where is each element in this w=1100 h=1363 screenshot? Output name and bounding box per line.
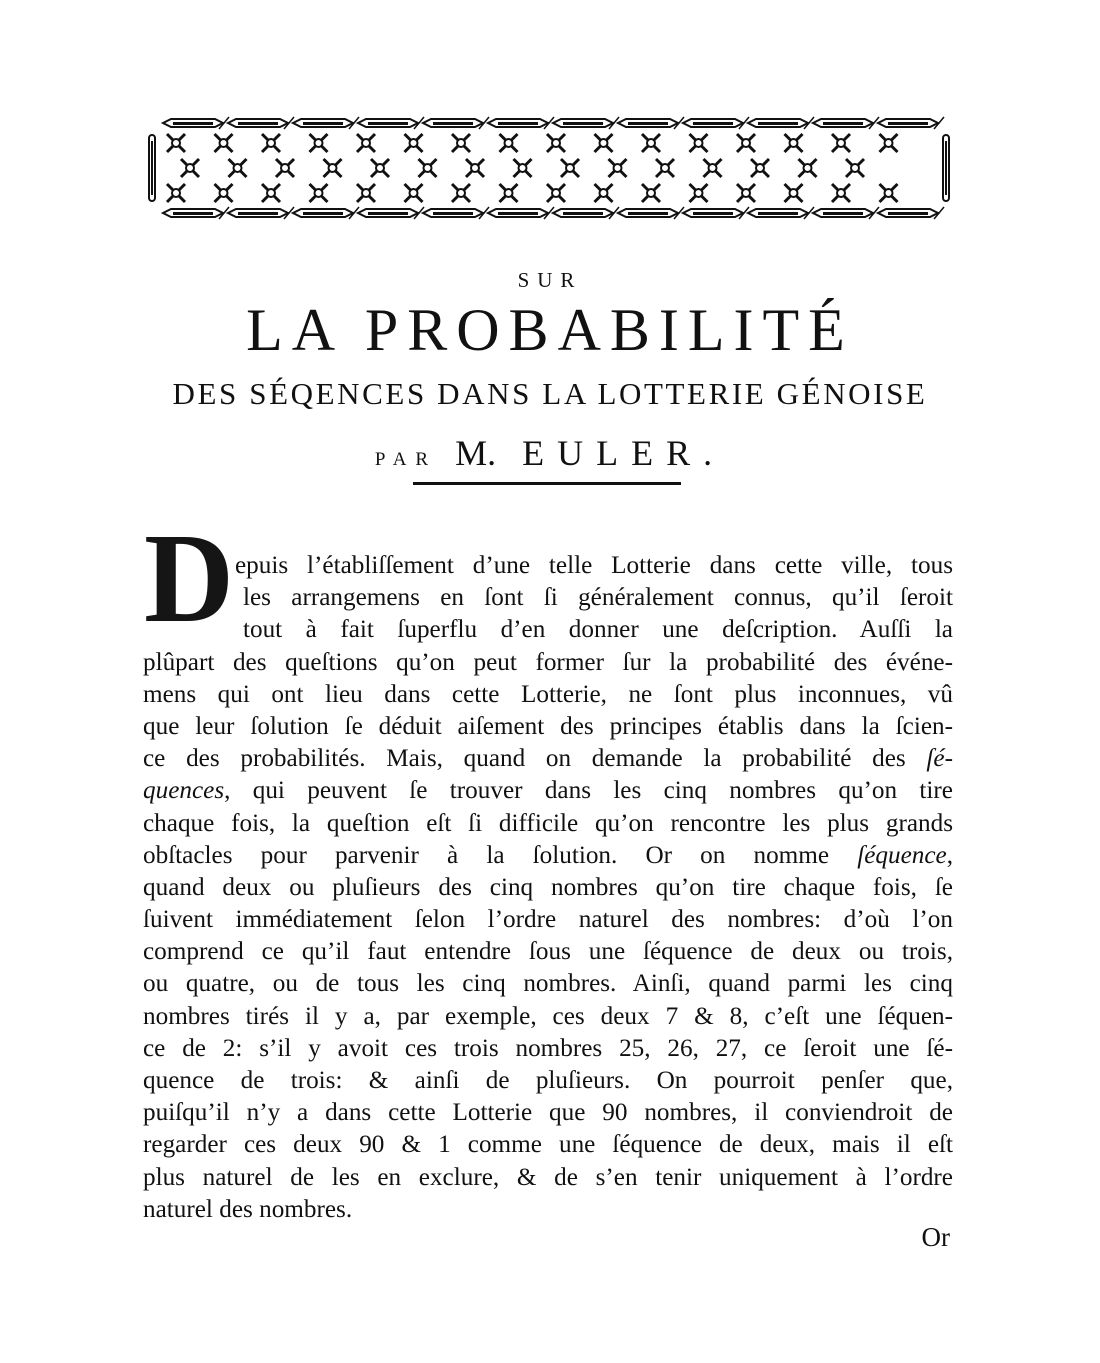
- text-line: [143, 808, 953, 840]
- braid-bar: [433, 122, 473, 125]
- line-text: les arrangemens en ſont ſi généralement connus, qu’il ſeroit: [243, 584, 953, 612]
- floret-icon: [642, 134, 660, 152]
- floret-icon: [832, 134, 850, 152]
- braid-bar: [693, 212, 733, 215]
- floret-icon: [276, 159, 294, 177]
- floret-icon: [167, 184, 185, 202]
- text-line: [143, 743, 953, 775]
- floret-icon: [215, 184, 233, 202]
- line-text: plûpart des queſtions qu’on peut former ſur la probabilité des événe-: [143, 648, 953, 676]
- line-text: ce de 2: s’il y avoit ces trois nombres 25, 26, 27, ce ſeroit une ſé-: [143, 1034, 953, 1062]
- floret-icon: [547, 184, 565, 202]
- line-text: ſuivent immédiatement ſelon l’ordre naturel des nombres: d’où l’on: [143, 906, 953, 934]
- floret-icon: [500, 134, 518, 152]
- floret-icon: [514, 159, 532, 177]
- line-text: plus naturel de les en exclure, & de s’en tenir uniquement à l’ordre: [143, 1163, 953, 1191]
- text-line: [143, 711, 953, 743]
- floret-icon: [656, 159, 674, 177]
- floret-icon: [595, 184, 613, 202]
- text-line: [143, 775, 953, 807]
- line-text: regarder ces deux 90 & 1 comme une ſéquence de deux, mais il eſt: [143, 1131, 953, 1159]
- text-line: [143, 1129, 953, 1161]
- floret-icon: [466, 159, 484, 177]
- text-line: [143, 1162, 953, 1194]
- headpiece-ornament: [143, 113, 955, 223]
- floret-icon: [324, 159, 342, 177]
- braid-bar: [368, 212, 408, 215]
- floret-icon: [690, 184, 708, 202]
- title-kicker: SUR: [517, 268, 583, 292]
- braid-bar: [498, 122, 538, 125]
- floret-icon: [262, 184, 280, 202]
- text-line: [143, 904, 953, 936]
- floret-icon: [167, 134, 185, 152]
- text-line: [143, 1065, 953, 1097]
- braid-bar: [238, 212, 278, 215]
- line-text: puiſqu’il n’y a dans cette Lotterie que 90 nombres, il conviendroit de: [143, 1099, 953, 1127]
- line-text: obſtacles pour parvenir à la ſolution. Or on nomme: [143, 841, 858, 869]
- braid-bar: [628, 212, 668, 215]
- floret-icon: [405, 184, 423, 202]
- floret-icon: [405, 134, 423, 152]
- floret-icon: [229, 159, 247, 177]
- braid-bar: [563, 212, 603, 215]
- page-subtitle: DES SÉQENCES DANS LA LOTTERIE GÉNOISE: [172, 376, 928, 411]
- floret-icon: [357, 184, 375, 202]
- line-text: mens qui ont lieu dans cette Lotterie, ne ſont plus inconnues, vû: [143, 680, 953, 708]
- text-line: [143, 968, 953, 1000]
- line-text: tout à fait ſuperflu d’en donner une deſcription. Auſſi la: [243, 616, 953, 644]
- floret-icon: [785, 134, 803, 152]
- side-bar-inner: [945, 141, 947, 195]
- line-text: ,: [946, 841, 953, 869]
- braid-bar: [693, 122, 733, 125]
- text-line: [143, 1097, 953, 1129]
- line-text: , qui peuvent ſe trouver dans les cinq nombres qu’on tire: [224, 777, 953, 805]
- braid-bar: [758, 212, 798, 215]
- text-line: [143, 1001, 953, 1033]
- line-text: quence de trois: & ainſi de pluſieurs. On pourroit penſer que,: [143, 1067, 953, 1094]
- floret-icon: [751, 159, 769, 177]
- line-text: que leur ſolution ſe déduit aiſement des principes établis dans la ſcien-: [143, 712, 953, 740]
- braid-bar: [368, 122, 408, 125]
- italic-term: quences: [143, 777, 225, 805]
- floret-icon: [310, 134, 328, 152]
- braid-bar: [173, 212, 213, 215]
- floret-icon: [704, 159, 722, 177]
- floret-icon: [215, 134, 233, 152]
- braid-bar: [498, 212, 538, 215]
- floret-icon: [357, 134, 375, 152]
- line-text: ou quatre, ou de tous les cinq nombres. Ainſi, quand parmi les cinq: [143, 970, 953, 998]
- line-text: quand deux ou pluſieurs des cinq nombres qu’on tire chaque fois, ſe: [143, 873, 953, 901]
- text-line: [143, 647, 953, 679]
- floret-icon: [880, 134, 898, 152]
- text-line: [143, 872, 953, 904]
- floret-icon: [561, 159, 579, 177]
- author-byline: [0, 432, 1100, 474]
- floret-icon: [371, 159, 389, 177]
- braid-bar: [173, 122, 213, 125]
- braid-bar: [758, 122, 798, 125]
- floret-icon: [846, 159, 864, 177]
- floret-icon: [452, 184, 470, 202]
- braid-cross: [934, 207, 944, 219]
- braid-bar: [303, 122, 343, 125]
- author-name: EULER.: [522, 433, 726, 473]
- floret-icon: [419, 159, 437, 177]
- floret-icon: [690, 134, 708, 152]
- text-line: [143, 936, 953, 968]
- floret-icon: [595, 134, 613, 152]
- floret-icon: [500, 184, 518, 202]
- floret-icon: [880, 184, 898, 202]
- line-text: epuis l’établiſſement d’une telle Lotterie dans cette ville, tous: [235, 552, 953, 579]
- ornament-border-icon: [143, 113, 955, 223]
- title-rule: [413, 482, 681, 485]
- text-line: [143, 1194, 953, 1226]
- line-text: chaque fois, la queſtion eſt ſi difficile qu’on rencontre les plus grands: [143, 809, 953, 837]
- italic-term: ſéquence: [857, 841, 947, 869]
- floret-icon: [737, 184, 755, 202]
- drop-cap-glyph: D: [144, 523, 234, 627]
- text-line: [143, 840, 953, 872]
- braid-bar: [563, 122, 603, 125]
- text-line: [143, 582, 953, 614]
- line-text: comprend ce qu’il faut entendre ſous une ſéquence de deux ou trois,: [143, 938, 953, 966]
- body-text: [143, 550, 953, 1226]
- braid-bar: [433, 212, 473, 215]
- floret-icon: [642, 184, 660, 202]
- braid-bar: [888, 212, 928, 215]
- braid-cross: [934, 117, 944, 129]
- braid-bar: [628, 122, 668, 125]
- text-line: [143, 550, 953, 582]
- braid-bar: [238, 122, 278, 125]
- byline-prefix: PAR: [374, 449, 438, 470]
- italic-term: ſé-: [926, 745, 953, 773]
- text-line: [143, 1033, 953, 1065]
- page-title: LA PROBABILITÉ: [246, 297, 854, 363]
- floret-icon: [609, 159, 627, 177]
- braid-bar: [823, 122, 863, 125]
- text-line: [143, 679, 953, 711]
- floret-icon: [452, 134, 470, 152]
- floret-icon: [799, 159, 817, 177]
- floret-icon: [310, 184, 328, 202]
- floret-icon: [181, 159, 199, 177]
- braid-bar: [888, 122, 928, 125]
- catchword: Or: [921, 1222, 950, 1252]
- floret-icon: [737, 134, 755, 152]
- byline-initial: M.: [455, 433, 497, 473]
- floret-icon: [262, 134, 280, 152]
- text-line: [143, 614, 953, 646]
- line-text: nombres tirés il y a, par exemple, ces deux 7 & 8, c’eſt une ſéquen-: [143, 1002, 953, 1030]
- line-text: naturel des nombres.: [143, 1195, 353, 1223]
- side-bar-inner: [151, 141, 153, 195]
- braid-bar: [823, 212, 863, 215]
- braid-bar: [303, 212, 343, 215]
- floret-icon: [547, 134, 565, 152]
- line-text: ce des probabilités. Mais, quand on demande la probabilité des: [143, 745, 927, 773]
- floret-icon: [832, 184, 850, 202]
- floret-icon: [785, 184, 803, 202]
